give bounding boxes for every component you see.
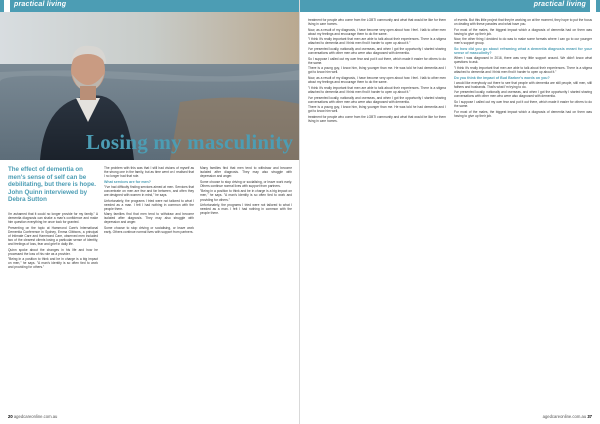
paragraph: "I think it's really important that men are able to talk about their experiences. There is a stigma attached to dementia and I think men find it harder to open up about it." [308,85,446,94]
subhead: What services are for men? [104,179,151,184]
paragraph: "Being in a position to think and be in charge is a big impact on men," he says. "A man's identity is so often tied to work and providing for others." [200,189,292,202]
folio-left [8,414,57,419]
article-standfirst: The effect of dementia on men's sense of self can be debilitating, but there is hope. John Quinn interviewed by Debra Sutton [8,166,97,204]
paragraph: treatment for people who come from the LGBTI community and what that would be like for them living in care homes. [308,114,446,123]
banner-tick-right [590,0,596,12]
paragraph: I've presented locally, nationally and overseas, and when I got the opportunity I started sharing conversations with other men who were also diagnosed with dementia. [454,90,592,99]
paragraph: So I suppose I called out my own fear and put it out there, which made it easier for others to do the same. [308,56,446,65]
subhead: So how did you go about reframing what a dementia diagnosis meant for your sense of masculinity? [454,47,592,56]
right-column-1 [308,18,446,408]
left-column-1 [8,212,98,408]
paragraph: Many families find that men tend to withdraw and become isolated after diagnosis. They may also struggle with depression and anger. [200,166,292,179]
paragraph: "I think it's really important that men are able to talk about their experiences. There is a stigma attached to dementia and I think men find it harder to open up about it." [454,65,592,74]
subhead: Do you think the impact of Bud Barbee's words on you? [454,75,550,80]
paragraph: The problem with this was that I still had visions of myself as the strong one in the family, but as time went on I realised that I no longer had that role. [104,166,194,179]
paragraph: Unfortunately, the programs I tried were not tailored to what I needed as a man. I felt I had nothing in common with the people there. [104,198,194,211]
paragraph: I've presented locally, nationally and overseas, and when I got the opportunity I started sharing conversations with other men who were also diagnosed with dementia. [308,95,446,104]
paragraph: Now, as a result of my diagnosis, I have become very open about how I feel. I talk to other men about my feelings and encourage them to do the same. [308,27,446,36]
paragraph: I've presented locally, nationally and overseas, and when I got the opportunity I started sharing conversations with other men who were also diagnosed with dementia. [308,47,446,56]
paragraph: of events. But this little project that they're working on at the moment, they hope to put the focus on dealing with these parades and what have you. [454,18,592,27]
section-label-left: practical living [14,1,67,8]
paragraph: For most of the males, the biggest impact which a diagnosis of dementia had on them was having to give up their job. [454,109,592,118]
paragraph: There is a young guy, I know him, living younger than me. He was told he had dementia and I got to know him well. [308,66,446,75]
paragraph: There is a young guy, I know him, living younger than me. He was told he had dementia and I got to know him well. [308,105,446,114]
section-banner-left [0,0,300,12]
paragraph: "I've had difficulty finding services aimed at men. Services that concentrate on men are few and far between, and often they are designed with women in mind," he says. [104,184,194,197]
site-url-left[interactable]: agedcareonline.com.au [13,414,58,419]
paragraph: "I think it's really important that men are able to talk about their experiences. There is a stigma attached to dementia and I think men find it harder to open up about it." [308,37,446,46]
paragraph: Now, as a result of my diagnosis, I have become very open about how I feel. I talk to other men about my feelings and encourage them to do the same. [308,76,446,85]
page-number-left: 20 [8,414,13,419]
site-url-right[interactable]: agedcareonline.com.au [542,414,587,419]
paragraph: When I was diagnosed in 2016, there was very little support around. We didn't know what questions to ask. [454,56,592,65]
paragraph: Some choose to stop driving or socialising, or leave work early. Others continue normal lives with support from partners. [104,225,194,235]
article-title: Losing my masculinity [86,130,294,154]
left-column-3 [200,166,292,408]
paragraph: Now, the other thing I decided to do was to make some formats where I can go to our younger men's support group. [454,37,592,46]
left-column-2 [104,166,194,408]
paragraph: Unfortunately, the programs I tried were not tailored to what I needed as a man. I felt I had nothing in common with the people there. [200,203,292,216]
paragraph: Quinn spoke about the changes in his life and how he processed the loss of his role as a provider. [8,247,98,256]
section-label-right: practical living [533,1,586,8]
paragraph: Some choose to stop driving or socialising, or leave work early. Others continue normal lives with support from partners. [200,179,292,188]
paragraph: I'm ashamed that it could no longer provide for my family." A dementia diagnosis can shake a man's confidence and make him question everything he once took for granted. [8,212,98,225]
paragraph: For most of the males, the biggest impact which a diagnosis of dementia had on them was having to give up their job. [454,27,592,36]
folio-right [543,414,592,419]
right-page [300,0,600,424]
right-column-2 [454,18,592,408]
paragraph: treatment for people who come from the LGBTI community and what that would be like for them living in care homes. [308,18,446,27]
section-banner-right [300,0,600,12]
page-number-right: 37 [587,414,592,419]
banner-tick-left [4,0,10,12]
paragraph: Presenting on the topic at Hammond Care's International Dementia Conference in Sydney, Emma Gibbons, a principal of Intimate Care and Hammond Care, observed men included two of the clearest clients losing a particular sense of identity, and feelings of loss, fear and grief in daily life. [8,225,98,246]
paragraph: I would like everybody out there to see that people with dementia are still people, still men, still fathers and husbands. That's what I'm trying to do. [454,80,592,89]
paragraph: "Being in a position to think and be in charge is a big impact on men," he says. "A man's identity is so often tied to work and providing for others." [8,257,98,270]
paragraph: Many families find that men tend to withdraw and become isolated after diagnosis. They may also struggle with depression and anger. [104,212,194,225]
paragraph: So I suppose I called out my own fear and put it out there, which made it easier for others to do the same. [454,99,592,108]
